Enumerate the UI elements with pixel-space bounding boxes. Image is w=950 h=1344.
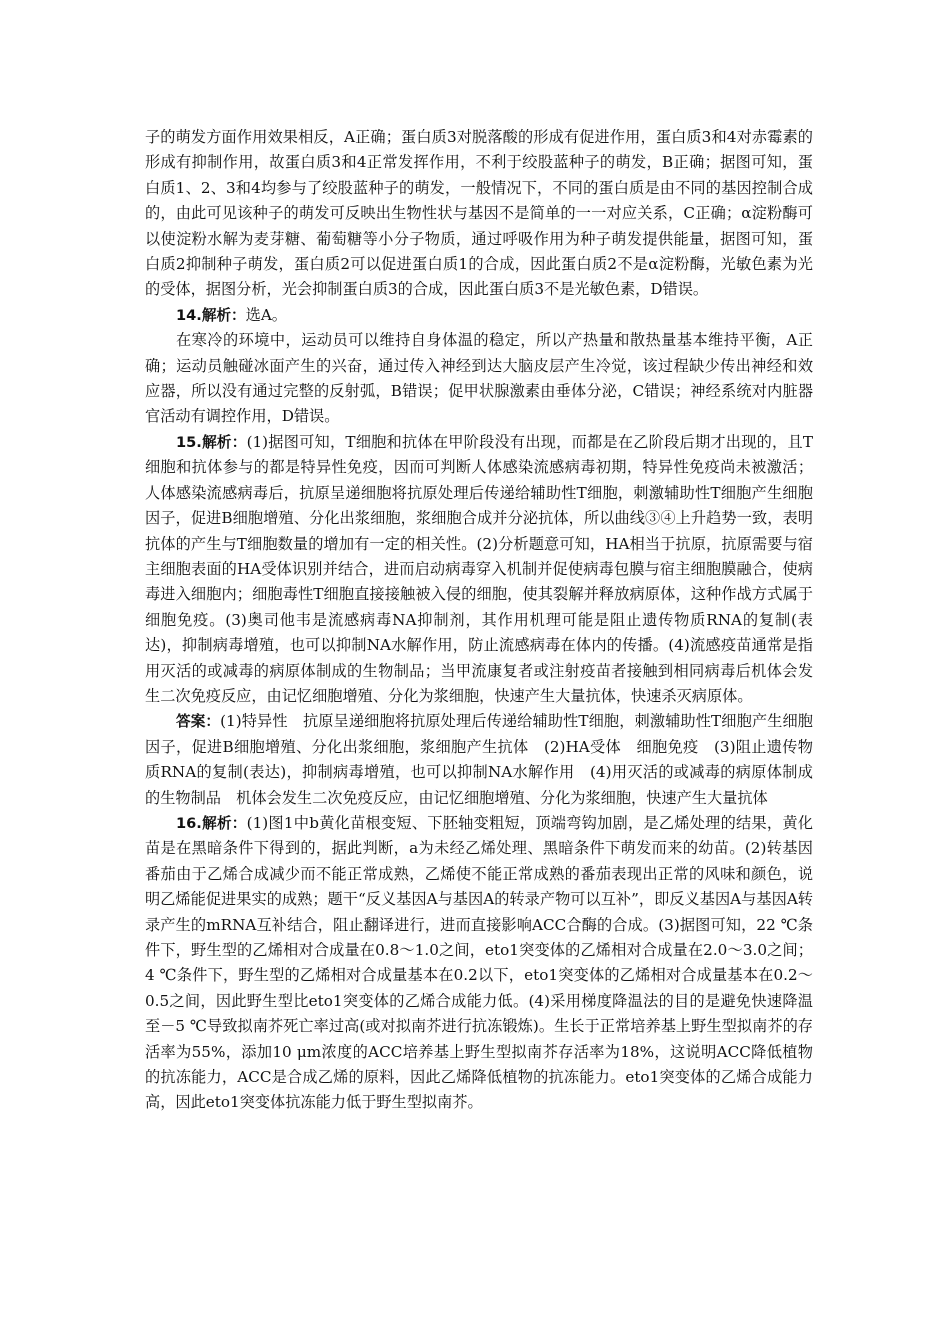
- q16-body: (1)图1中b黄化苗根变短、下胚轴变粗短，顶端弯钩加剧，是乙烯处理的结果，黄化苗是在黑暗条件下得到的，据此判断，a为未经乙烯处理、黑暗条件下萌发而来的幼苗。(2)转基因番茄由于乙烯合成减少而不能正常成熟，乙烯使不能正常成熟的番茄表现出正常的风味和颜色，说明乙烯能促进果实的成熟；题干“反义基因A与基因A的转录产物可以互补”，即反义基因A与基因A转录产生的mRNA互补结合，阻止翻译进行，进而直接影响ACC合酶的合成。(3)据图可知，22 ℃条件下，野生型的乙烯相对合成量在0.8～1.0之间，eto1突变体的乙烯相对合成量在2.0～3.0之间；4 ℃条件下，野生型的乙烯相对合成量基本在0.2以下，eto1突变体的乙烯相对合成量基本在0.2～0.5之间，因此野生型比eto1突变体的乙烯合成能力低。(4)采用梯度降温法的目的是避免快速降温至－5 ℃导致拟南芥死亡率过高(或对拟南芥进行抗冻锻炼)。生长于正常培养基上野生型拟南芥的存活率为55%，添加10 μm浓度的ACC培养基上野生型拟南芥存活率为18%，这说明ACC降低植物的抗冻能力，ACC是合成乙烯的原料，因此乙烯降低植物的抗冻能力。eto1突变体的乙烯合成能力高，因此eto1突变体抗冻能力低于野生型拟南芥。: [145, 813, 813, 1112]
- q15-answer-label: 答案：: [176, 713, 221, 731]
- q14-body: 在寒冷的环境中，运动员可以维持自身体温的稳定，所以产热量和散热量基本维持平衡，A正确；运动员触碰冰面产生的兴奋，通过传入神经到达大脑皮层产生冷觉，该过程缺少传出神经和效应器，所以没有通过完整的反射弧，B错误；促甲状腺激素由垂体分泌，C错误；神经系统对内脏器官活动有调控作用，D错误。: [145, 331, 813, 426]
- q16-label: 16.解析：: [176, 814, 247, 832]
- q14-label: 14.解析：: [176, 306, 246, 324]
- q13-continuation: 子的萌发方面作用效果相反，A正确；蛋白质3对脱落酸的形成有促进作用，蛋白质3和4对赤霉素的形成有抑制作用，故蛋白质3和4正常发挥作用，不利于绞股蓝种子的萌发，B正确；据图可知，蛋白质1、2、3和4均参与了绞股蓝种子的萌发，一般情况下，不同的蛋白质是由不同的基因控制合成的，由此可见该种子的萌发可反映出生物性状与基因不是简单的一一对应关系，C正确；α淀粉酶可以使淀粉水解为麦芽糖、葡萄糖等小分子物质，通过呼吸作用为种子萌发提供能量，据图可知，蛋白质2抑制种子萌发，蛋白质2可以促进蛋白质1的合成，因此蛋白质2不是α淀粉酶，光敏色素为光的受体，据图分析，光会抑制蛋白质3的合成，因此蛋白质3不是光敏色素，D错误。: [145, 128, 813, 299]
- q15-paragraph: [145, 430, 813, 709]
- q14-header: [145, 303, 813, 328]
- q15-answer-body: (1)特异性 抗原呈递细胞将抗原处理后传递给辅助性T细胞，刺激辅助性T细胞产生细胞因子，促进B细胞增殖、分化出浆细胞，浆细胞产生抗体 (2)HA受体 细胞免疫 (3)阻止遗传物质RNA的复制(表达)，抑制病毒增殖，也可以抑制NA水解作用 (4)用灭活的或减毒的病原体制成的生物制品 机体会发生二次免疫反应，由记忆细胞增殖、分化为浆细胞，快速产生大量抗体: [145, 712, 813, 807]
- document-page: [145, 125, 813, 1116]
- q15-answer-paragraph: [145, 709, 813, 811]
- q16-paragraph: [145, 811, 813, 1116]
- q15-label: 15.解析：: [176, 433, 247, 451]
- q15-body: (1)据图可知，T细胞和抗体在甲阶段没有出现，而都是在乙阶段后期才出现的，且T细胞和抗体参与的都是特异性免疫，因而可判断人体感染流感病毒初期，特异性免疫尚未被激活；人体感染流感病毒后，抗原呈递细胞将抗原处理后传递给辅助性T细胞，刺激辅助性T细胞产生细胞因子，促进B细胞增殖、分化出浆细胞，浆细胞合成并分泌抗体，所以曲线③④上升趋势一致，表明抗体的产生与T细胞数量的增加有一定的相关性。(2)分析题意可知，HA相当于抗原，抗原需要与宿主细胞表面的HA受体识别并结合，进而启动病毒穿入机制并促使病毒包膜与宿主细胞膜融合，使病毒进入细胞内；细胞毒性T细胞直接接触被入侵的细胞，使其裂解并释放病原体，这种作战方式属于细胞免疫。(3)奥司他韦是流感病毒NA抑制剂，其作用机理可能是阻止遗传物质RNA的复制(表达)，抑制病毒增殖，也可以抑制NA水解作用，防止流感病毒在体内的传播。(4)流感疫苗通常是指用灭活的或减毒的病原体制成的生物制品；当甲流康复者或注射疫苗者接触到相同病毒后机体会发生二次免疫反应，由记忆细胞增殖、分化为浆细胞，快速产生大量抗体，快速杀灭病原体。: [145, 432, 813, 705]
- q14-choice: 选A。: [245, 305, 287, 324]
